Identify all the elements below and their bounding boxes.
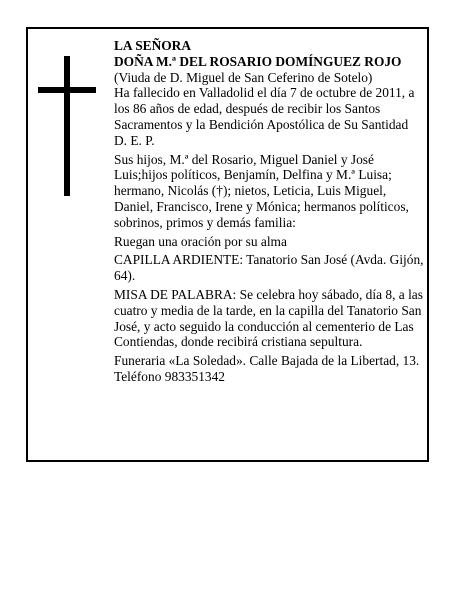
deceased-name: DOÑA M.ª DEL ROSARIO DOMÍNGUEZ ROJO <box>114 53 402 69</box>
cross-horizontal-bar <box>38 87 96 93</box>
notice-title: LA SEÑORA <box>114 38 192 53</box>
death-info: Ha fallecido en Valladolid el día 7 de octubre de 2011, a los 86 años de edad, después de recibir los Santos Sacramentos y la Bendición Apostólica de Su Santidad <box>114 85 415 132</box>
cross-vertical-bar <box>64 56 70 196</box>
cross-icon <box>38 56 96 196</box>
mass-info: MISA DE PALABRA: Se celebra hoy sábado, día 8, a las cuatro y media de la tarde, en la capilla del Tanatorio San José, y acto seguido la conducción al cementerio de Las Contiendas, donde recibirá cristiana sepultura. <box>114 286 423 350</box>
family-list: Sus hijos, M.ª del Rosario, Miguel Daniel y José Luis;hijos políticos, Benjamín, Delfina y M.ª Luisa; hermano, Nicolás (†); nietos, Leticia, Luis Miguel, Daniel, Francisco, Irene y Mónica; hermanos políticos, sobrinos, primos y demás familia: <box>114 151 409 230</box>
prayer-request: Ruegan una oración por su alma <box>114 233 287 249</box>
notice-text <box>114 38 426 385</box>
widow-of: (Viuda de D. Miguel de San Ceferino de Sotelo) <box>114 69 373 85</box>
funeral-home-info: Funeraria «La Soledad». Calle Bajada de la Libertad, 13. Teléfono 983351342 <box>114 353 420 384</box>
rip-text: D. E. P. <box>114 132 155 148</box>
chapel-info: CAPILLA ARDIENTE: Tanatorio San José (Avda. Gijón, 64). <box>114 252 424 284</box>
